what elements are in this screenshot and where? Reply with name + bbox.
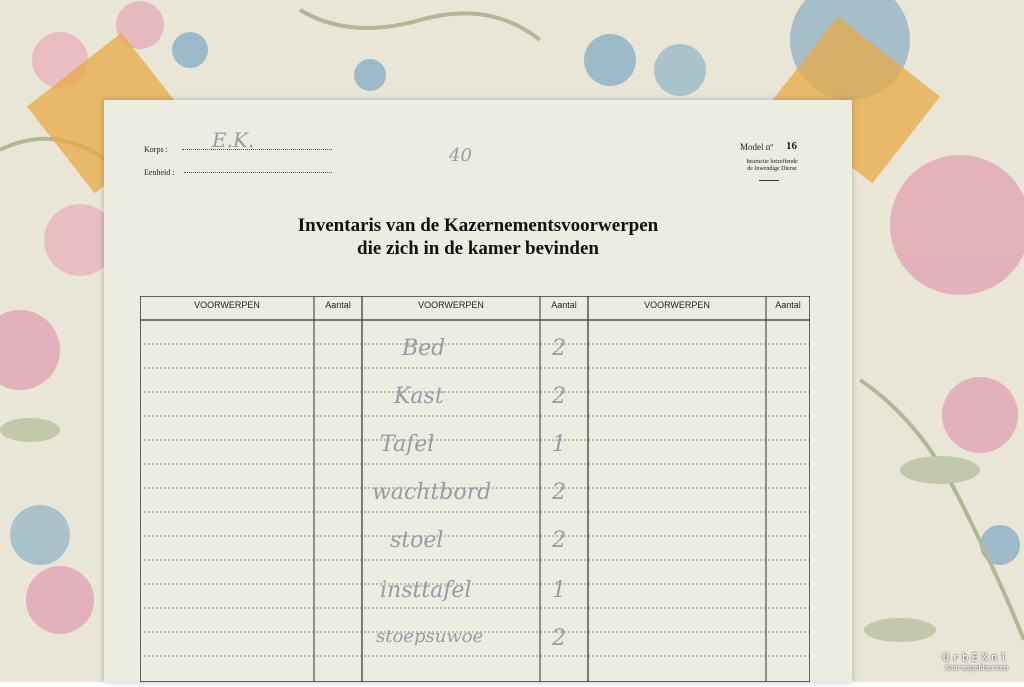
entry-item: Bed [402,336,446,361]
header-aantal-2: Aantal [551,300,577,310]
entry-count: 2 [552,480,566,505]
instructie-line1: Instructie betreffende [746,159,798,165]
entry-count: 2 [552,528,566,553]
entry-count: 2 [552,336,566,361]
model-label: Model nº [740,142,774,152]
entry-item: stoepsuwoe [376,626,484,647]
eenheid-label: Eenheid : [144,168,175,177]
header-voorwerpen-2: VOORWERPEN [418,300,484,310]
form-title-line2: die zich in de kamer bevinden [357,238,599,259]
entry-item: insttafel [380,578,472,603]
entry-item: stoel [390,528,444,553]
model-number: 16 [786,140,797,152]
korps-handwriting: E.K. [212,128,255,152]
korps-line [182,149,332,150]
entry-count: 2 [552,626,566,651]
entry-item: Kast [394,384,444,409]
header-aantal-3: Aantal [775,300,801,310]
header-aantal-1: Aantal [325,300,351,310]
header-voorwerpen-3: VOORWERPEN [644,300,710,310]
instructie-line2: de Inwendige Dienst [747,166,797,172]
watermark-line2: Andrejpebbestem [944,664,1008,672]
entry-count: 1 [552,578,566,603]
form-title-line1: Inventaris van de Kazernementsvoorwerpen [297,215,659,236]
entry-count: 1 [552,432,566,457]
instructie-rule [759,180,779,181]
entry-item: Tafel [380,432,435,457]
entry-count: 2 [552,384,566,409]
inventory-table [140,296,810,682]
watermark-line1: UrbEXnl [942,651,1010,664]
photo-watermark [943,651,1010,672]
page-number-handwriting: 40 [449,145,472,166]
eenheid-line [184,172,332,173]
inventory-form [104,100,852,682]
entry-item: wachtbord [372,480,492,505]
korps-label: Korps : [144,145,168,154]
header-voorwerpen-1: VOORWERPEN [194,300,260,310]
